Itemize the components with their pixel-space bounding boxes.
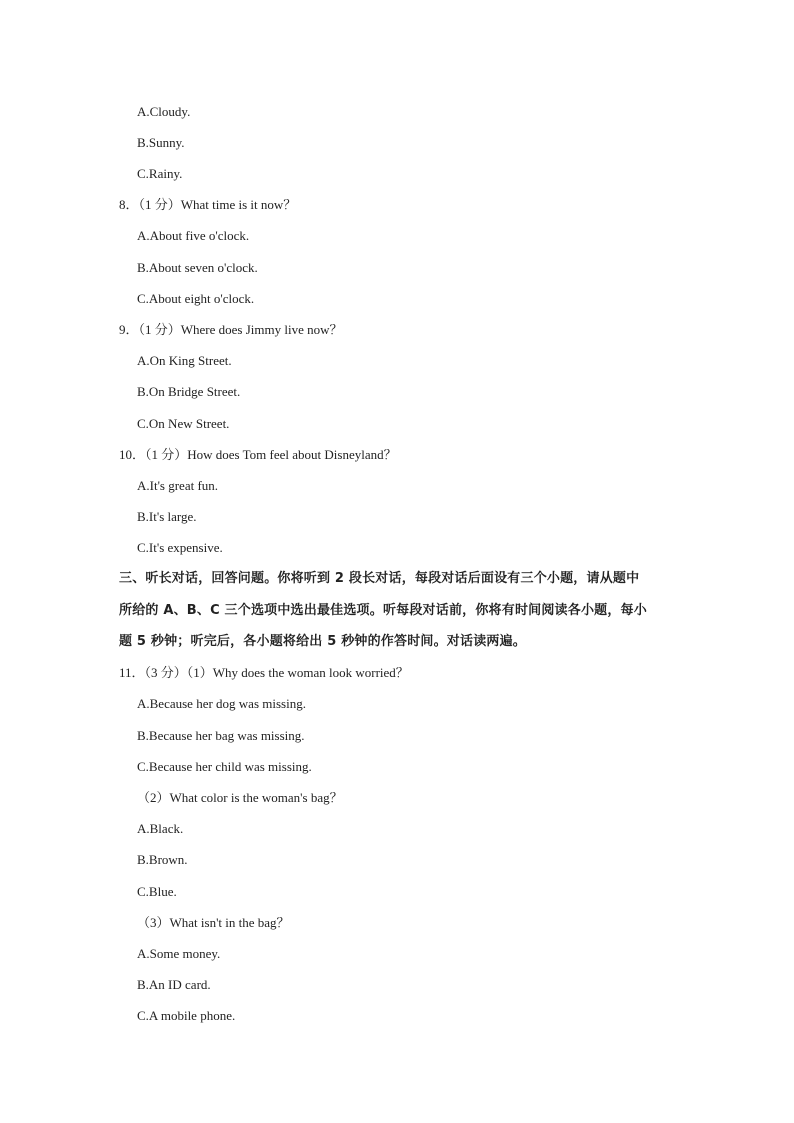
q11-2-option-c: C.Blue. [137,884,177,899]
q7-option-a: A.Cloudy. [137,104,191,119]
q11-2-option-a: A.Black. [137,821,184,836]
q11-1-option-b: B.Because her bag was missing. [137,728,305,743]
q9-option-a: A.On King Street. [137,353,232,368]
q11-3-option-c: C.A mobile phone. [137,1008,236,1023]
q7-option-c: C.Rainy. [137,166,183,181]
q11-3-option-b: B.An ID card. [137,977,211,992]
q11-2-option-b: B.Brown. [137,852,188,867]
q11-stem: 11．（3 分）（1）Why does the woman look worried？ [119,665,409,680]
q9-option-c: C.On New Street. [137,416,230,431]
section-3-heading-line-1: 三、听长对话，回答问题。你将听到 2 段长对话，每段对话后面设有三个小题，请从题中 [119,571,640,586]
q11-1-option-a: A.Because her dog was missing. [137,696,306,711]
section-3-heading-line-2: 所给的 A、B、C 三个选项中选出最佳选项。听每段对话前，你将有时间阅读各小题，每小 [119,603,647,618]
q8-option-c: C.About eight o'clock. [137,291,255,306]
q10-option-b: B.It's large. [137,509,197,524]
q10-stem: 10．（1 分）How does Tom feel about Disneyland？ [119,447,397,462]
q10-option-a: A.It's great fun. [137,478,219,493]
q9-option-b: B.On Bridge Street. [137,384,241,399]
q10-option-c: C.It's expensive. [137,540,223,555]
q11-part-2-stem: （2）What color is the woman's bag？ [137,790,343,805]
q9-stem: 9．（1 分）Where does Jimmy live now？ [119,322,343,337]
section-3-heading-line-3: 题 5 秒钟；听完后，各小题将给出 5 秒钟的作答时间。对话读两遍。 [119,634,526,649]
q8-option-a: A.About five o'clock. [137,228,250,243]
q8-option-b: B.About seven o'clock. [137,260,258,275]
q8-stem: 8．（1 分）What time is it now？ [119,197,297,212]
q11-part-3-stem: （3）What isn't in the bag？ [137,915,290,930]
q7-option-b: B.Sunny. [137,135,185,150]
q11-3-option-a: A.Some money. [137,946,221,961]
q11-1-option-c: C.Because her child was missing. [137,759,312,774]
